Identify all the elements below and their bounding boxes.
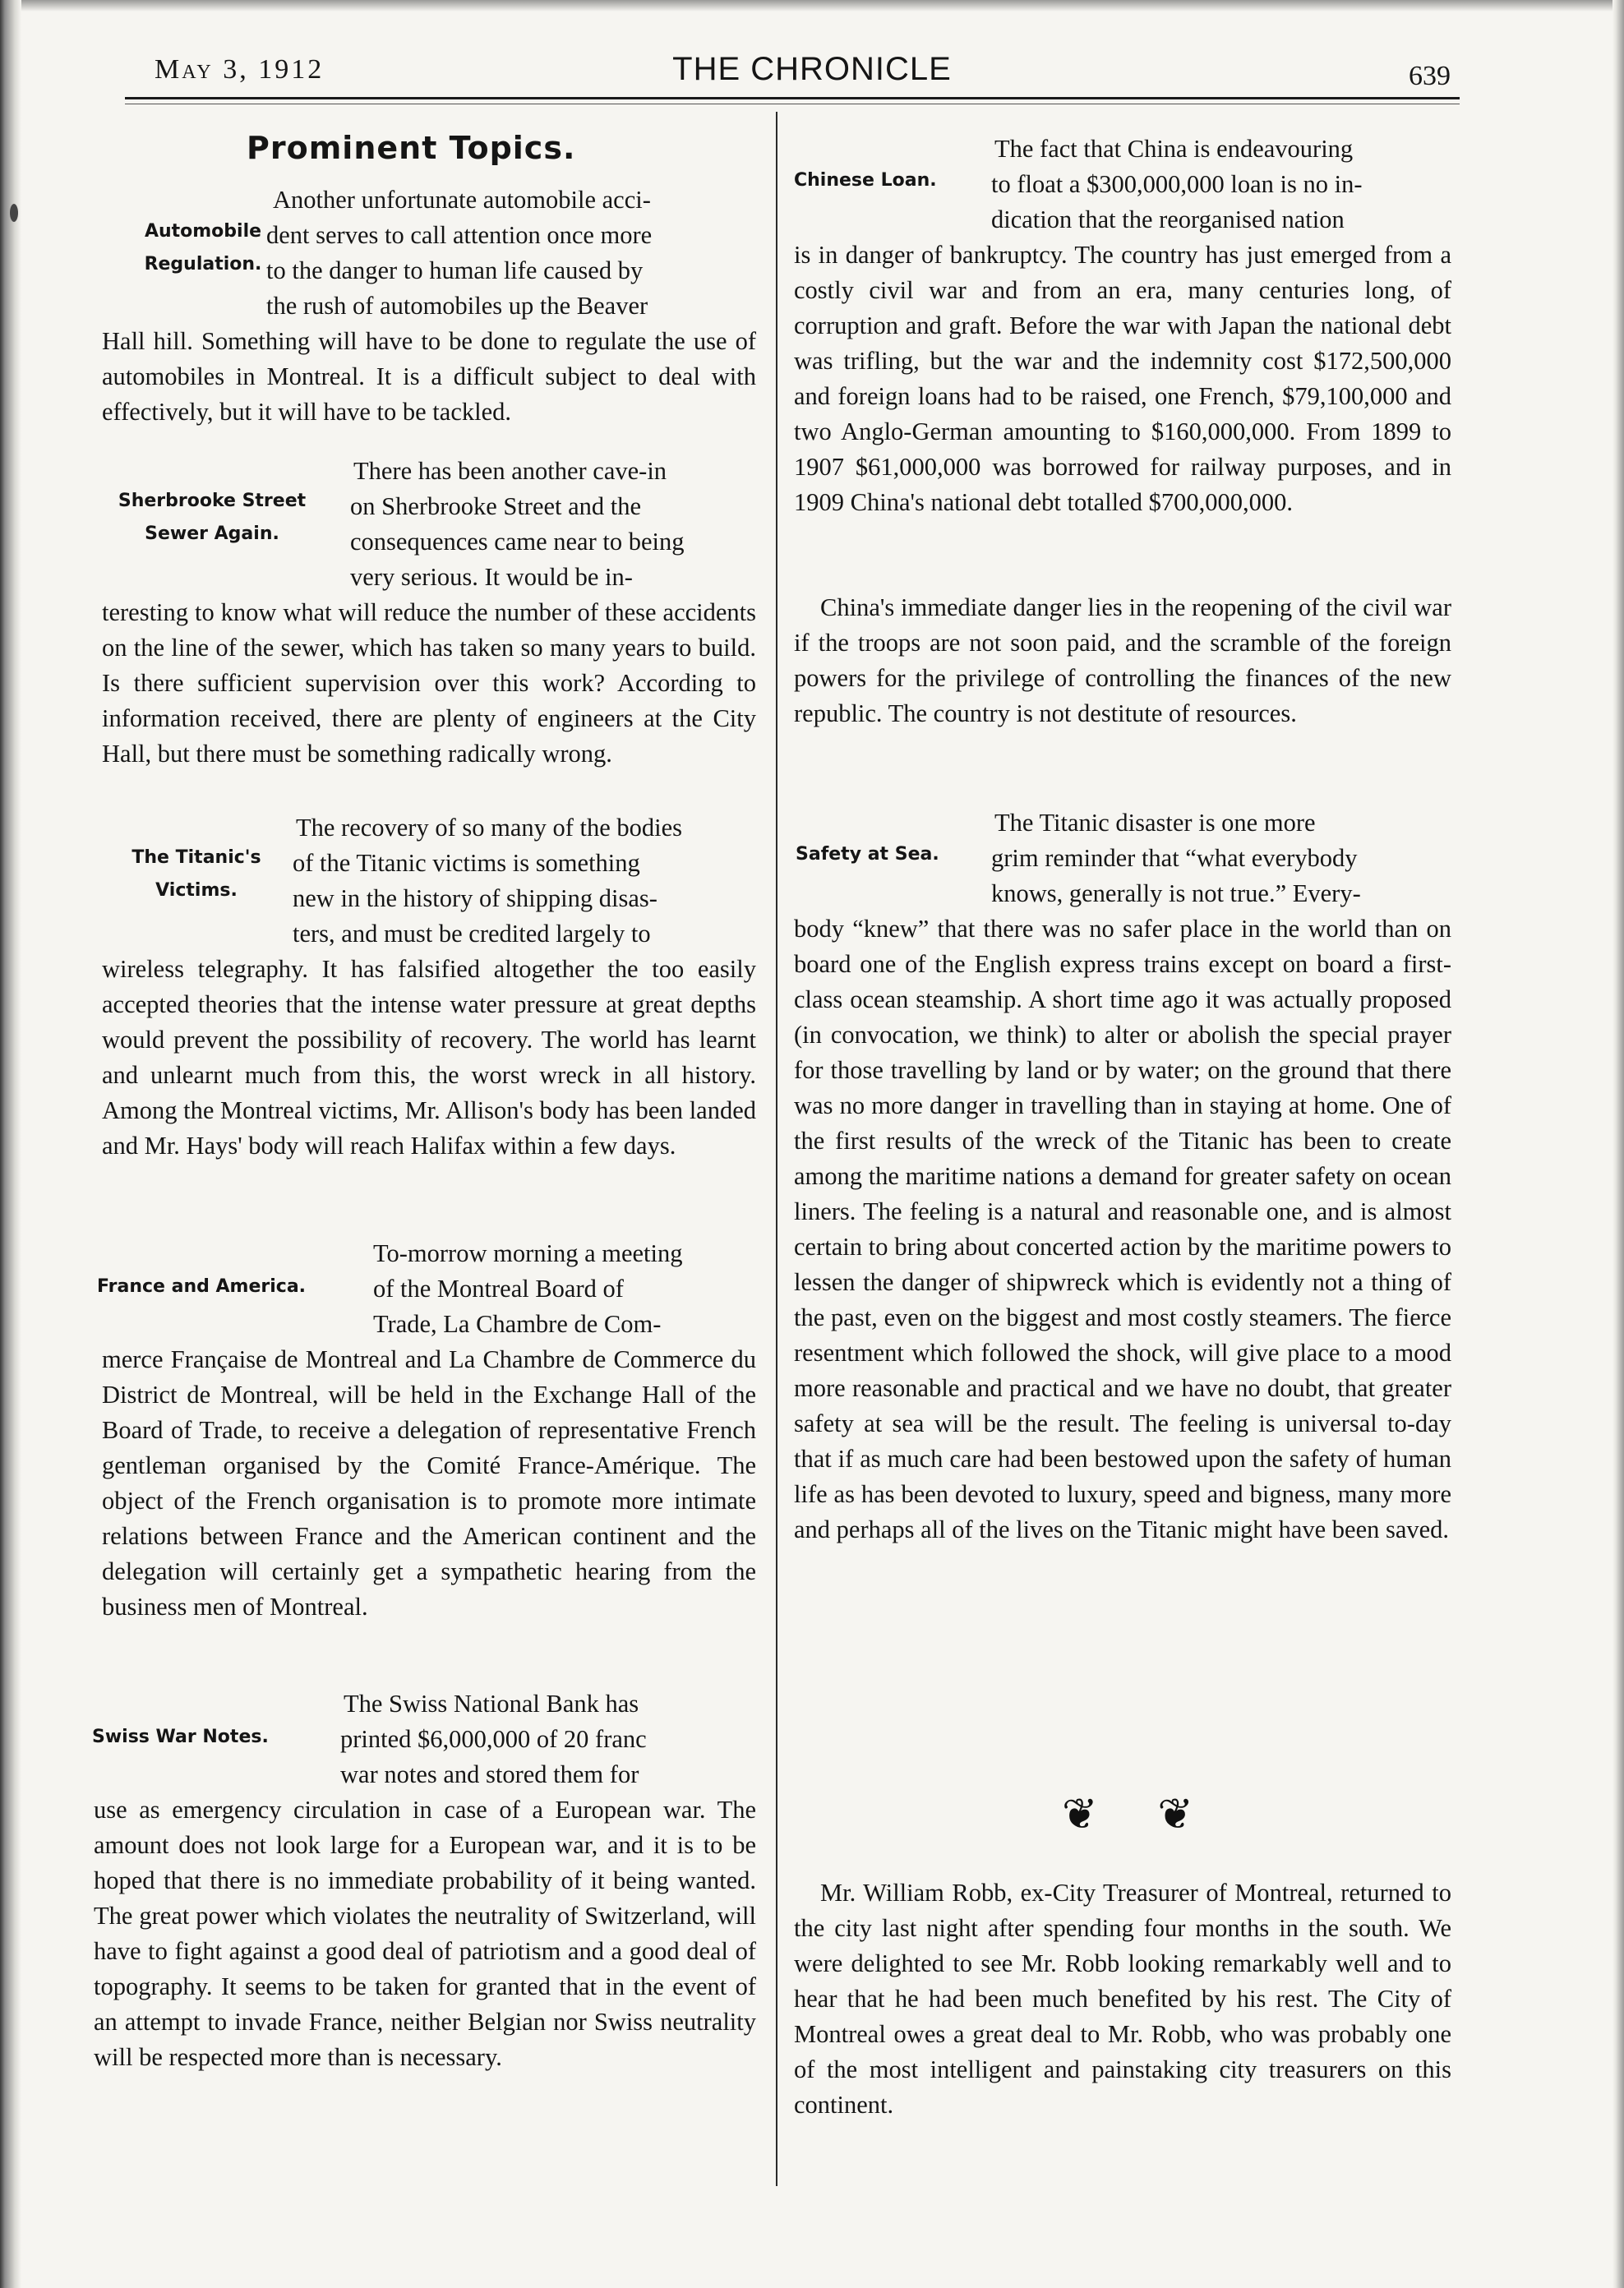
column-divider: [776, 112, 777, 2186]
safety-lead-lines: The Titanic disaster is one more grim reminder that “what everybody knows, generally is not true.” Every-: [991, 809, 1361, 907]
scan-edge-right: [1612, 0, 1624, 2288]
issue-date: May 3, 1912: [155, 54, 325, 85]
china-paragraph-2: China's immediate danger lies in the reopening of the civil war if the troops are not soon paid, and the scramble of the foreign powers for the privilege of controlling the finances of the new republic. The country is not destitute of resources.: [794, 593, 1451, 727]
robb-paragraph: Mr. William Robb, ex-City Treasurer of Montreal, returned to the city last night after spending four months in the south. We were delighted to see Mr. Robb looking remarkably well and to hear that he had been much benefited by his rest. The City of Montreal owes a great deal to Mr. Robb, who was probably one of the most intelligent and painstaking city treasurers on this continent.: [794, 1879, 1451, 2119]
titanic-lead-lines: The recovery of so many of the bodies of the Titanic victims is something new in the history of shipping disas- ters, and must be credited largely to: [293, 814, 683, 948]
fleuron-ornament-icon: ❦: [1157, 1792, 1193, 1838]
automobile-lead-lines: Another unfortunate automobile acci- dent serves to call attention once more to the danger to human life caused by the rush of automobiles up the Beaver: [266, 186, 653, 320]
sidehead-swiss-war-notes: Swiss War Notes.: [92, 1727, 269, 1747]
sherbrooke-lead-lines: There has been another cave-in on Sherbrooke Street and the consequences came near to being very serious. It would be in-: [350, 457, 685, 591]
header-rule-thick: [125, 97, 1460, 99]
sidehead-safety-at-sea: Safety at Sea.: [796, 844, 939, 865]
ink-mark: [10, 204, 18, 222]
france-lead-lines: To-morrow morning a meeting of the Montreal Board of Trade, La Chambre de Com-: [373, 1239, 683, 1338]
scan-edge-left: [0, 0, 21, 2288]
titanic-paragraph: wireless telegraphy. It has falsified altogether the too easily accepted theories that the intense water pressure at great depths would prevent the possibility of recovery. The world has learnt and unlearnt much from this, the worst wreck in all history. Among the Montreal victims, Mr. Allison's body has been landed and Mr. Hays' body will reach Halifax within a few days.: [102, 955, 756, 1160]
journal-title: THE CHRONICLE: [672, 51, 952, 87]
automobile-paragraph: Hall hill. Something will have to be done to regulate the use of automobiles in Montreal. It is a difficult subject to deal with effectively, but it will have to be tackled.: [102, 327, 756, 426]
safety-paragraph: body “knew” that there was no safer place in the world than on board one of the English express trains except on board a first-class ocean steamship. A short time ago it was actually proposed (in convocation, we think) to alter or abolish the special prayer for those travelling by land or by water; on the ground that there was no more danger in travelling than in staying at home. One of the first results of the wreck of the Titanic has been to create among the maritime nations a demand for greater safety on ocean liners. The feeling is a natural and reasonable one, and is almost certain to bring about concerted action by the maritime powers to lessen the danger of shipwreck which is evidently not a thing of the past, even on the biggest and most costly steamers. The fierce resentment which followed the shock, will give place to a mood more reasonable and practical and we have no doubt, that greater safety at sea will be the result. The feeling is universal to-day that if as much care had been bestowed upon the safety of human life as has been devoted to luxury, speed and bigness, many more and perhaps all of the lives on the Titanic might have been saved.: [794, 915, 1451, 1543]
china-paragraph: is in danger of bankruptcy. The country has just emerged from a costly civil war and from an era, many centuries long, of corruption and graft. Before the war with Japan the national debt was trifling, but the war and the indemnity cost $172,500,000 and foreign loans had to be raised, one French, $79,100,000 and two Anglo-German amounting to $160,000,000. From 1899 to 1907 $61,000,000 was borrowed for railway purposes, and in 1909 China's national debt totalled $700,000,000.: [794, 241, 1451, 516]
section-ornament: [1062, 1790, 1193, 1839]
france-paragraph: merce Française de Montreal and La Chambre de Commerce du District de Montreal, will be held in the Exchange Hall of the Board of Trade, to receive a delegation of representative French gentleman organised by the Comité France-Amérique. The object of the French organisation is to promote more intimate relations between France and the American continent and the delegation will certainly get a sympathetic hearing from the business men of Montreal.: [102, 1345, 756, 1621]
sidehead-france-america: France and America.: [97, 1276, 307, 1297]
page-header: [0, 0, 1624, 107]
china-lead-lines: The fact that China is endeavouring to float a $300,000,000 loan is no in- dication that the reorganised nation: [991, 135, 1363, 233]
sidehead-sherbrooke: Sherbrooke Street Sewer Again.: [118, 491, 307, 544]
fleuron-ornament-icon: ❦: [1062, 1792, 1098, 1838]
sidehead-automobile: Automobile Regulation.: [144, 221, 262, 274]
sherbrooke-paragraph: teresting to know what will reduce the number of these accidents on the line of the sewer, which has taken so many years to build. Is there sufficient supervision over this work? According to information received, there are plenty of engineers at the City Hall, but there must be something radically wrong.: [102, 598, 756, 768]
swiss-paragraph: use as emergency circulation in case of a European war. The amount does not look large for a European war, and it is to be hoped that there is no immediate probability of it being wanted. The great power which violates the neutrality of Switzerland, will have to fight against a good deal of patriotism and a good deal of topography. It seems to be taken for granted that in the event of an attempt to invade France, neither Belgian nor Swiss neutrality will be respected more than is necessary.: [94, 1796, 756, 2071]
sidehead-chinese-loan: Chinese Loan.: [794, 170, 937, 191]
sidehead-titanic-victims: The Titanic's Victims.: [131, 847, 261, 901]
page-number: 639: [1409, 61, 1451, 91]
section-heading: Prominent Topics.: [247, 130, 576, 166]
swiss-lead-lines: The Swiss National Bank has printed $6,000,000 of 20 franc war notes and stored them for: [340, 1690, 647, 1788]
